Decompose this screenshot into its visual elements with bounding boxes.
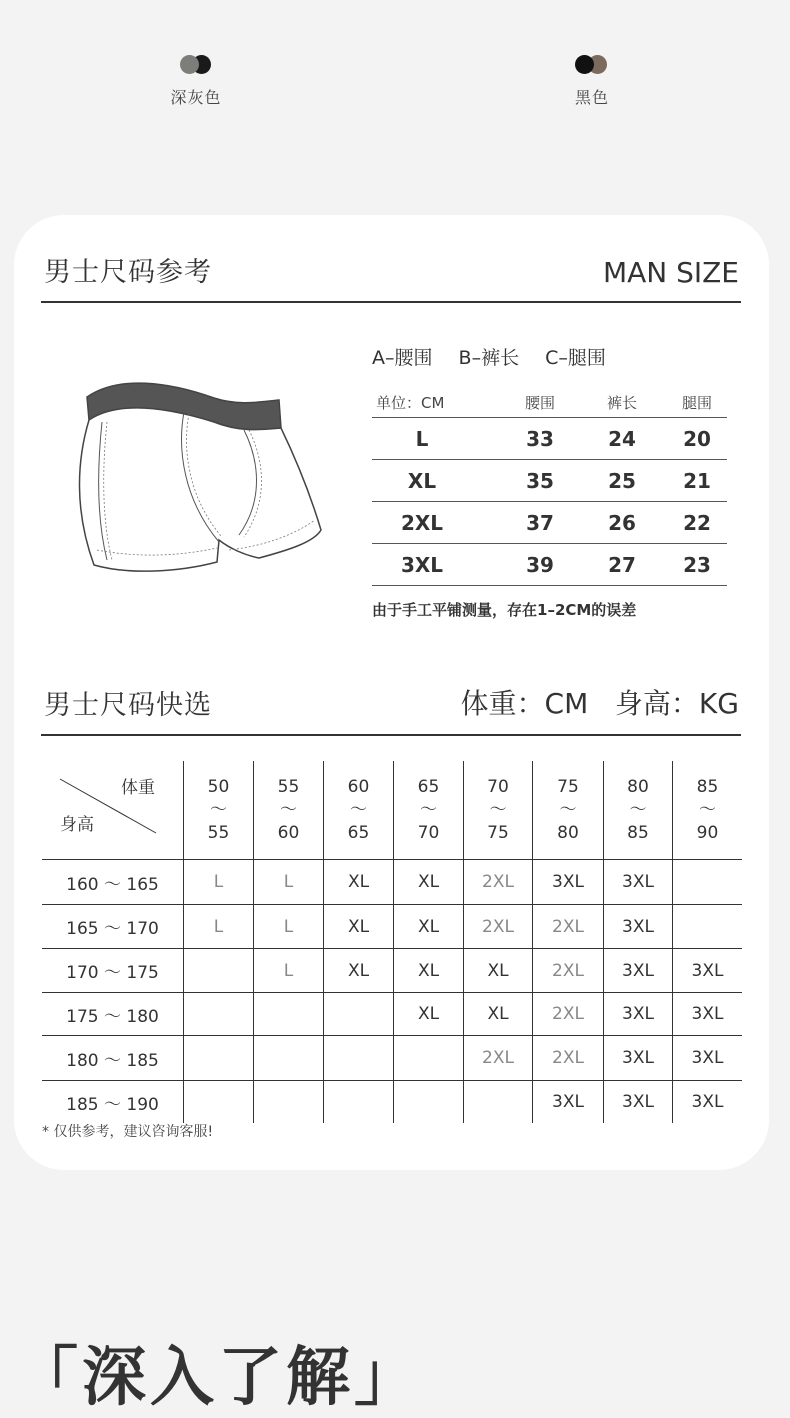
size-suggestion-cell: [183, 993, 253, 1035]
dark-grey-dot-icon: [180, 55, 199, 74]
size-suggestion-cell: 2XL: [463, 1036, 532, 1080]
table-row: [42, 993, 742, 1036]
height-range-cell: 185 ～ 190: [66, 1094, 159, 1115]
waist-cell: 33: [526, 426, 554, 451]
table-row: [372, 544, 727, 586]
size-suggestion-cell: [393, 1081, 463, 1123]
weight-col-header: 75 ～ 80: [532, 761, 603, 859]
weight-col-header: 55 ～ 60: [253, 761, 323, 859]
size-suggestion-cell: XL: [323, 860, 393, 904]
waist-cell: 35: [526, 468, 554, 493]
size-suggestion-cell: 3XL: [603, 1081, 672, 1123]
size-suggestion-cell: 3XL: [603, 860, 672, 904]
height-range-cell: 180 ～ 185: [66, 1050, 159, 1071]
quick-size-grid: [42, 761, 742, 1123]
size-suggestion-cell: 2XL: [532, 1036, 603, 1080]
size-suggestion-cell: 3XL: [603, 949, 672, 992]
size-suggestion-cell: 3XL: [672, 993, 742, 1035]
legend-b: B–裤长: [458, 347, 520, 369]
quick-size-header: [41, 687, 741, 736]
size-suggestion-cell: [253, 1036, 323, 1080]
size-suggestion-cell: [183, 1036, 253, 1080]
grid-corner: [42, 761, 183, 859]
length-cell: 26: [608, 510, 636, 535]
length-header: 裤长: [606, 393, 637, 412]
size-suggestion-cell: 3XL: [672, 1036, 742, 1080]
waist-cell: 39: [526, 552, 554, 577]
size-suggestion-cell: XL: [463, 993, 532, 1035]
legend-a: A–腰围: [372, 347, 433, 369]
size-suggestion-cell: [323, 1036, 393, 1080]
size-suggestion-cell: L: [253, 949, 323, 992]
size-suggestion-cell: 3XL: [532, 860, 603, 904]
table-row: [42, 1036, 742, 1081]
weight-col-header: 60 ～ 65: [323, 761, 393, 859]
size-suggestion-cell: 2XL: [532, 949, 603, 992]
size-suggestion-cell: L: [253, 860, 323, 904]
man-size-header: [41, 256, 741, 303]
grid-body: [42, 860, 742, 1123]
swatch-dark-grey[interactable]: [146, 55, 246, 108]
weight-col-header: 65 ～ 70: [393, 761, 463, 859]
height-range-cell: 170 ～ 175: [66, 963, 159, 983]
table-row: [372, 502, 727, 544]
size-suggestion-cell: XL: [463, 949, 532, 992]
size-card: [14, 215, 769, 1170]
height-range-cell: 165 ～ 170: [66, 919, 159, 939]
measure-legend: [372, 343, 626, 370]
unit-header: 单位：CM: [376, 393, 445, 412]
size-suggestion-cell: [463, 1081, 532, 1123]
size-suggestion-cell: 3XL: [672, 949, 742, 992]
size-suggestion-cell: XL: [393, 949, 463, 992]
size-cell: L: [415, 426, 429, 451]
table-row: [42, 949, 742, 993]
size-suggestion-cell: 3XL: [603, 1036, 672, 1080]
size-suggestion-cell: XL: [323, 949, 393, 992]
reference-note: * 仅供参考，建议咨询客服!: [42, 1124, 214, 1140]
size-cell: 2XL: [400, 510, 444, 535]
table-row: [42, 1081, 742, 1123]
size-suggestion-cell: 3XL: [603, 905, 672, 948]
size-suggestion-cell: L: [253, 905, 323, 948]
boxer-briefs-illustration: [69, 370, 329, 580]
size-suggestion-cell: [393, 1036, 463, 1080]
weight-col-header: 50 ～ 55: [183, 761, 253, 859]
size-suggestion-cell: 3XL: [532, 1081, 603, 1123]
leg-cell: 23: [683, 552, 711, 577]
size-cell: 3XL: [400, 552, 444, 577]
quick-size-units: 体重：CM 身高：KG: [460, 687, 739, 720]
leg-cell: 22: [683, 510, 711, 535]
weight-axis-label: 体重: [121, 778, 155, 798]
size-suggestion-cell: [253, 993, 323, 1035]
size-suggestion-cell: 2XL: [463, 905, 532, 948]
size-suggestion-cell: L: [183, 905, 253, 948]
table-header-row: [372, 387, 727, 418]
length-cell: 27: [608, 552, 636, 577]
size-suggestion-cell: XL: [393, 993, 463, 1035]
legend-c: C–腿围: [545, 347, 606, 369]
size-suggestion-cell: [183, 949, 253, 992]
swatch-label: 黑色: [574, 88, 609, 107]
size-suggestion-cell: [323, 1081, 393, 1123]
size-reference-table: [372, 387, 727, 586]
man-size-title-en: MAN SIZE: [602, 256, 739, 289]
quick-size-title: 男士尺码快选: [44, 690, 212, 721]
leg-cell: 21: [683, 468, 711, 493]
weight-col-header: 70 ～ 75: [463, 761, 532, 859]
waist-header: 腰围: [524, 393, 555, 412]
size-suggestion-cell: 2XL: [532, 993, 603, 1035]
weight-col-header: 85 ～ 90: [672, 761, 742, 859]
leg-header: 腿围: [681, 393, 712, 412]
table-row: [42, 905, 742, 949]
size-suggestion-cell: L: [183, 860, 253, 904]
size-suggestion-cell: XL: [393, 905, 463, 948]
measurement-note: 由于手工平铺测量，存在1–2CM的误差: [372, 601, 637, 619]
size-suggestion-cell: [183, 1081, 253, 1123]
size-suggestion-cell: XL: [393, 860, 463, 904]
table-row: [372, 418, 727, 460]
size-suggestion-cell: 3XL: [603, 993, 672, 1035]
size-suggestion-cell: [253, 1081, 323, 1123]
length-cell: 25: [608, 468, 636, 493]
black-dot-icon: [575, 55, 594, 74]
length-cell: 24: [608, 426, 636, 451]
size-suggestion-cell: XL: [323, 905, 393, 948]
table-row: [42, 860, 742, 905]
table-row: [372, 460, 727, 502]
size-suggestion-cell: [323, 993, 393, 1035]
weight-col-header: 80 ～ 85: [603, 761, 672, 859]
height-range-cell: 160 ～ 165: [66, 874, 159, 895]
height-axis-label: 身高: [60, 815, 94, 835]
waist-cell: 37: [526, 510, 554, 535]
size-suggestion-cell: 2XL: [463, 860, 532, 904]
leg-cell: 20: [683, 426, 711, 451]
size-suggestion-cell: [672, 905, 742, 948]
learn-more-title: 「深入了解」: [14, 1341, 422, 1415]
grid-header-row: [42, 761, 742, 860]
swatch-label: 深灰色: [170, 88, 222, 107]
man-size-title: 男士尺码参考: [44, 257, 212, 288]
swatch-black[interactable]: [542, 55, 642, 108]
size-cell: XL: [407, 468, 437, 493]
size-suggestion-cell: 3XL: [672, 1081, 742, 1123]
height-range-cell: 175 ～ 180: [66, 1006, 159, 1027]
size-suggestion-cell: [672, 860, 742, 904]
size-suggestion-cell: 2XL: [532, 905, 603, 948]
